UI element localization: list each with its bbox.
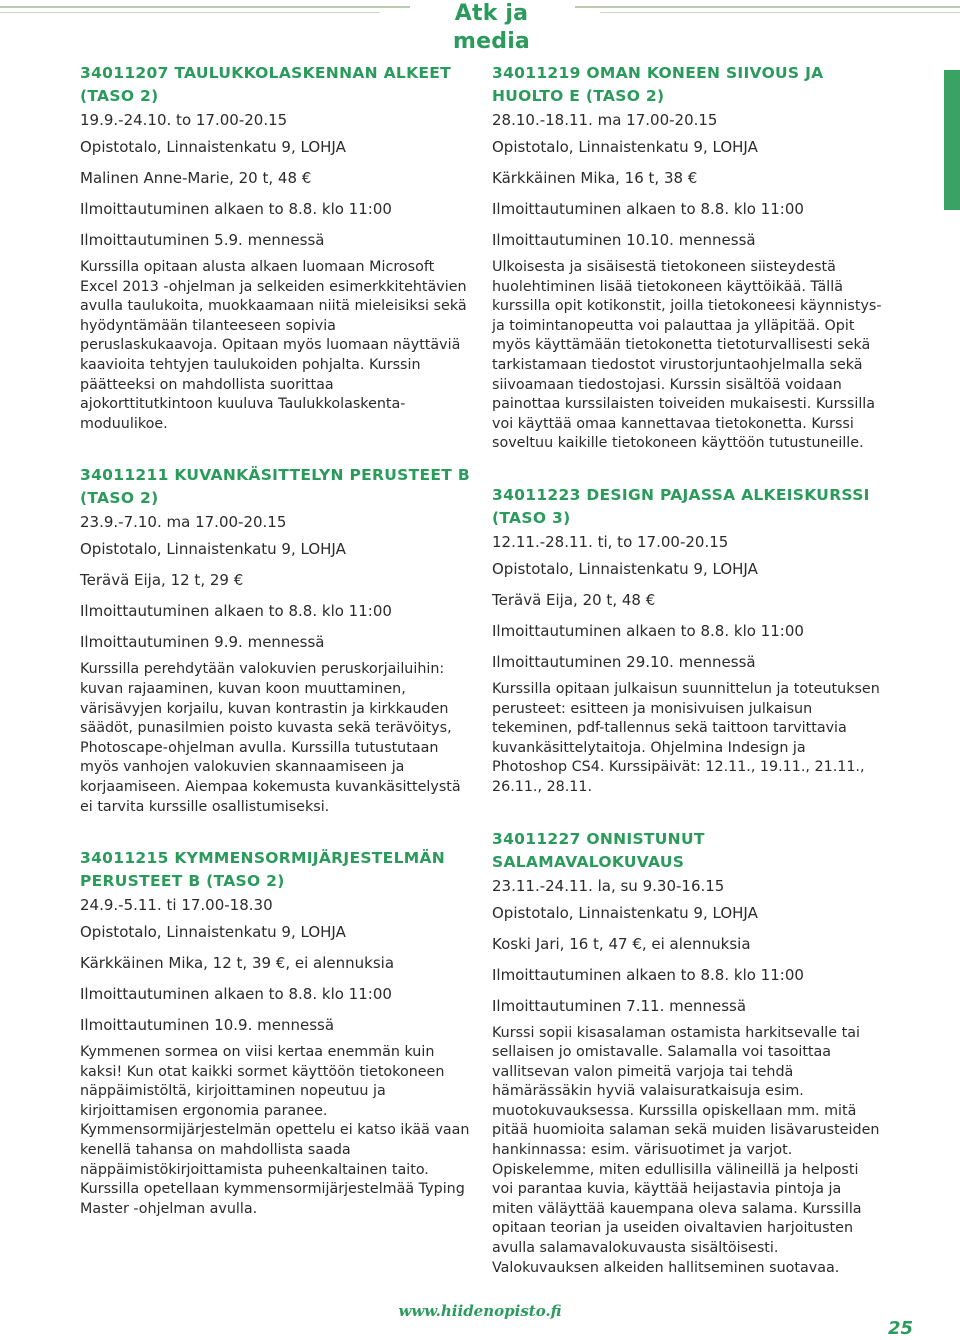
course-meta-line: Opistotalo, Linnaistenkatu 9, LOHJA (492, 559, 758, 578)
course-meta-line: 19.9.-24.10. to 17.00-20.15 (80, 111, 288, 129)
course-meta-line: Opistotalo, Linnaistenkatu 9, LOHJA (492, 903, 758, 922)
course-meta-line: Kärkkäinen Mika, 16 t, 38 € (492, 169, 698, 187)
course-meta-line: Ilmoittautuminen alkaen to 8.8. klo 11:00 (80, 602, 392, 621)
course-title: 34011223 DESIGN PAJASSA ALKEISKURSSI (TASO 3) (492, 485, 870, 527)
course-title: 34011211 KUVANKÄSITTELYN PERUSTEET B (TASO 2) (80, 466, 470, 508)
section-title: Atk ja media (419, 0, 564, 56)
course-title: 34011227 ONNISTUNUT SALAMAVALOKUVAUS (492, 829, 705, 871)
course-entry (492, 828, 884, 1279)
course-title: 34011219 OMAN KONEEN SIIVOUS JA HUOLTO E (TASO 2) (492, 64, 824, 105)
side-color-tab (944, 70, 960, 210)
course-entry (492, 62, 884, 454)
course-meta-line: Ilmoittautuminen alkaen to 8.8. klo 11:00 (492, 965, 804, 984)
course-meta-line: Ilmoittautuminen alkaen to 8.8. klo 11:00 (492, 200, 804, 218)
left-column (80, 62, 470, 1249)
course-description: Kurssilla perehdytään valokuvien peruskorjailuihin: kuvan rajaaminen, kuvan koon muuttaminen, värisävyjen korjailu, kuvan kontrastin ja kirkkauden säädöt, punasilmien poisto kuvasta sekä terävöitys, Photoscape-ohjelman avulla. Kurssilla tutustutaan myös vanhojen valokuvien skannaamiseen ja korjaamiseen. Aiempaa kokemusta kuvankäsittelystä ei tarvita kurssille osallistumiseksi. (80, 661, 461, 815)
course-entry (80, 464, 470, 817)
course-title: 34011215 KYMMENSORMIJÄRJESTELMÄN PERUSTEET B (TASO 2) (80, 849, 446, 891)
course-entry (492, 484, 884, 798)
page-number: 25 (888, 1318, 914, 1339)
course-meta-line: Opistotalo, Linnaistenkatu 9, LOHJA (80, 923, 346, 942)
course-meta-line: 12.11.-28.11. ti, to 17.00-20.15 (492, 532, 729, 551)
course-description: Kurssilla opitaan julkaisun suunnittelun ja toteutuksen perusteet: esitteen ja monisivuisen julkaisun tekeminen, pdf-tallennus sekä taittoon tarvittavia kuvankäsittelytaitoja. Ohjelmina Indesign ja Photoshop CS4. Kurssipäivät: 12.11., 19.11., 21.11., 26.11., 28.11. (492, 680, 880, 795)
course-meta-line: Koski Jari, 16 t, 47 €, ei alennuksia (492, 934, 751, 953)
course-meta-line: Ilmoittautuminen 29.10. mennessä (492, 652, 756, 671)
footer-url[interactable]: www.hiidenopisto.fi (398, 1302, 562, 1320)
course-meta-line: Ilmoittautuminen 7.11. mennessä (492, 996, 747, 1015)
course-description: Kurssi sopii kisasalaman ostamista harkitsevalle tai sellaisen jo omistavalle. Salamalla voi tasoittaa vallitsevan valon pimeitä varjoja tai tehdä hämärässäkin hyviä valaisuratkaisuja esim. muotokuvauksessa. Kurssilla opiskellaan mm. mitä pitää huomioita salaman sekä muiden lisävarusteiden hankinnassa: esim. värisuotimet ja varjot. Opiskelemme, miten edullisilla välineillä ja helposti voi parantaa kuvia, käyttää heijastavia pintoja ja miten väläyttää kauempana oleva salama. Kurssilla opitaan teorian ja useiden oivaltavien harjoitusten avulla salamavalokuvausta sisältöisesti. Valokuvauksen alkeiden hallitseminen suotavaa. (492, 1024, 880, 1276)
course-meta-line: Ilmoittautuminen alkaen to 8.8. klo 11:00 (492, 621, 804, 640)
course-entry (80, 62, 470, 434)
course-meta-line: Ilmoittautuminen 10.10. mennessä (492, 231, 756, 249)
course-meta-line: 28.10.-18.11. ma 17.00-20.15 (492, 111, 718, 129)
course-meta-line: Ilmoittautuminen alkaen to 8.8. klo 11:00 (80, 985, 392, 1004)
course-meta-line: Ilmoittautuminen alkaen to 8.8. klo 11:00 (80, 200, 392, 218)
course-meta-line: 24.9.-5.11. ti 17.00-18.30 (80, 896, 273, 915)
course-meta-line: Ilmoittautuminen 10.9. mennessä (80, 1016, 335, 1035)
course-meta-line: 23.11.-24.11. la, su 9.30-16.15 (492, 876, 725, 895)
course-meta-line: Terävä Eija, 12 t, 29 € (80, 571, 244, 590)
course-meta-line: Ilmoittautuminen 5.9. mennessä (80, 231, 325, 249)
course-meta-line: Kärkkäinen Mika, 12 t, 39 €, ei alennuksia (80, 954, 395, 973)
course-description: Ulkoisesta ja sisäisestä tietokoneen siisteydestä huolehtiminen lisää tietokoneen käyttöikää. Tällä kurssilla opit kotikonstit, joilla tietokoneesi käynnistys- ja toimintanopeutta voi palauttaa ja ylläpitää. Opit myös käyttämään tietokonetta tietoturvallisesti sekä tarkistamaan tiedostot virustorjuntaohjelmalla sekä siivoamaan tiedostojasi. Kurssin sisältöä voidaan painottaa kurssilaisten toiveiden mukaisesti. Kurssilla voi käyttää omaa kannettavaa tietokonetta. Kurssi soveltuu kaikille tietokoneen käyttöön tutustuneille. (492, 259, 882, 452)
right-column (492, 62, 884, 1308)
course-meta-line: 23.9.-7.10. ma 17.00-20.15 (80, 513, 287, 532)
course-meta-line: Opistotalo, Linnaistenkatu 9, LOHJA (492, 138, 758, 156)
course-meta-line: Opistotalo, Linnaistenkatu 9, LOHJA (80, 540, 346, 559)
course-title: 34011207 TAULUKKOLASKENNAN ALKEET (TASO 2) (80, 64, 452, 105)
course-meta-line: Ilmoittautuminen 9.9. mennessä (80, 633, 325, 652)
course-meta-line: Opistotalo, Linnaistenkatu 9, LOHJA (80, 138, 346, 156)
course-entry (80, 847, 470, 1219)
course-meta-line: Terävä Eija, 20 t, 48 € (492, 590, 656, 609)
course-description: Kymmenen sormea on viisi kertaa enemmän kuin kaksi! Kun otat kaikki sormet käyttöön tietokoneen näppäimistöltä, kirjoittaminen nopeutuu ja kirjoittamisen ergonomia paranee. Kymmensormijärjestelmän opettelu ei katso ikää vaan kenellä tahansa on mahdollista saada näppäimistökirjoittamista puheenkaltainen taito. Kurssilla opetellaan kymmensormijärjestelmää Typing Master -ohjelman avulla. (80, 1044, 470, 1217)
course-description: Kurssilla opitaan alusta alkaen luomaan Microsoft Excel 2013 -ohjelman ja selkeiden esimerkkitehtävien avulla taulukoita, muokkaamaan niitä mieleisiksi sekä hyödyntämään tilanteeseen sopivia peruslaskukaavoja. Opitaan myös luomaan näyttäviä kaavioita tehtyjen taulukoiden pohjalta. Kurssin päätteeksi on mahdollista suorittaa ajokorttitutkintoon kuuluva Taulukkolaskenta-moduulikoe. (80, 259, 467, 432)
course-meta-line: Malinen Anne-Marie, 20 t, 48 € (80, 169, 312, 187)
